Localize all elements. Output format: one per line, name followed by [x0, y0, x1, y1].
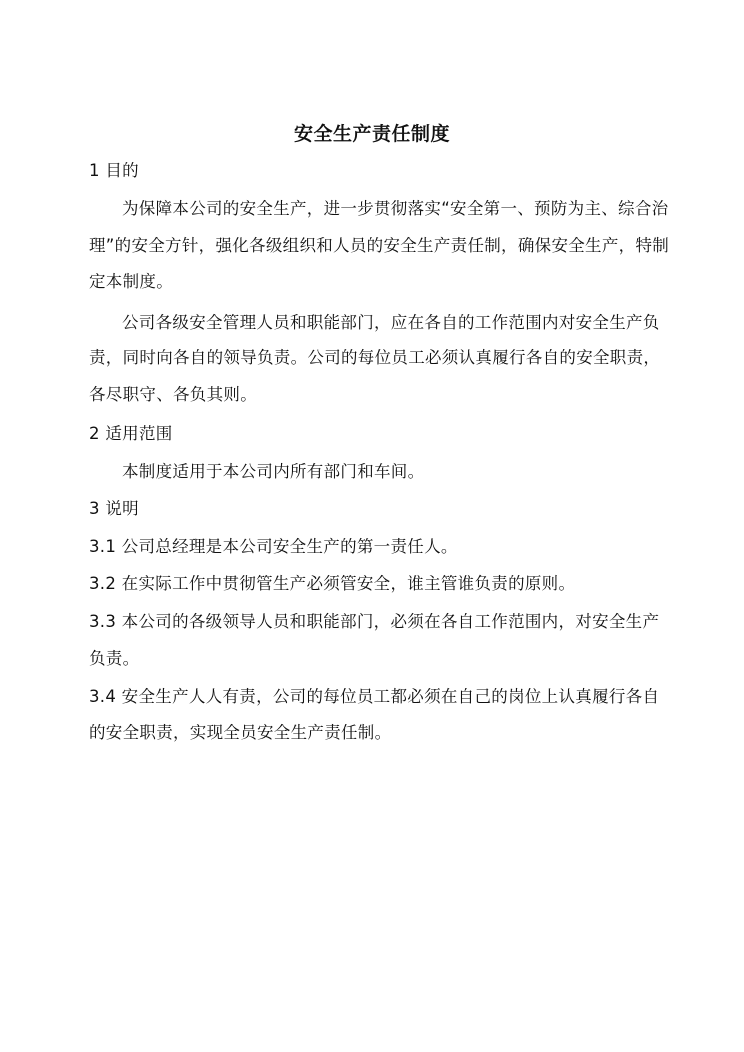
- section-1-paragraph-2-line-3: 各尽职守、各负其则。: [89, 385, 257, 404]
- section-1-paragraph-2-line-1: 公司各级安全管理人员和职能部门，应在各自的工作范围内对安全生产负: [122, 313, 660, 332]
- clause-3-3-line-2: 负责。: [89, 649, 140, 668]
- clause-3-1: 3.1 公司总经理是本公司安全生产的第一责任人。: [89, 537, 458, 556]
- clause-3-2: 3.2 在实际工作中贯彻管生产必须管安全，谁主管谁负责的原则。: [89, 574, 576, 593]
- section-1-paragraph-1-line-1: 为保障本公司的安全生产，进一步贯彻落实“安全第一、预防为主、综合治: [122, 199, 669, 218]
- clause-3-4-line-1: 3.4 安全生产人人有责，公司的每位员工都必须在自己的岗位上认真履行各自: [89, 687, 660, 706]
- section-2-paragraph-line-1: 本制度适用于本公司内所有部门和车间。: [122, 462, 425, 481]
- section-1-paragraph-2-line-2: 责，同时向各自的领导负责。公司的每位员工必须认真履行各自的安全职责，: [89, 348, 661, 367]
- section-2-heading: 2 适用范围: [89, 424, 173, 443]
- section-1-paragraph-1-line-3: 定本制度。: [89, 272, 173, 291]
- section-1-paragraph-1-line-2: 理”的安全方针，强化各级组织和人员的安全生产责任制，确保安全生产，特制: [89, 236, 670, 255]
- document-title: 安全生产责任制度: [293, 123, 450, 145]
- clause-3-4-line-2: 的安全职责，实现全员安全生产责任制。: [89, 723, 392, 742]
- clause-3-3-line-1: 3.3 本公司的各级领导人员和职能部门，必须在各自工作范围内，对安全生产: [89, 612, 660, 631]
- section-1-heading: 1 目的: [89, 161, 139, 180]
- section-3-heading: 3 说明: [89, 499, 139, 518]
